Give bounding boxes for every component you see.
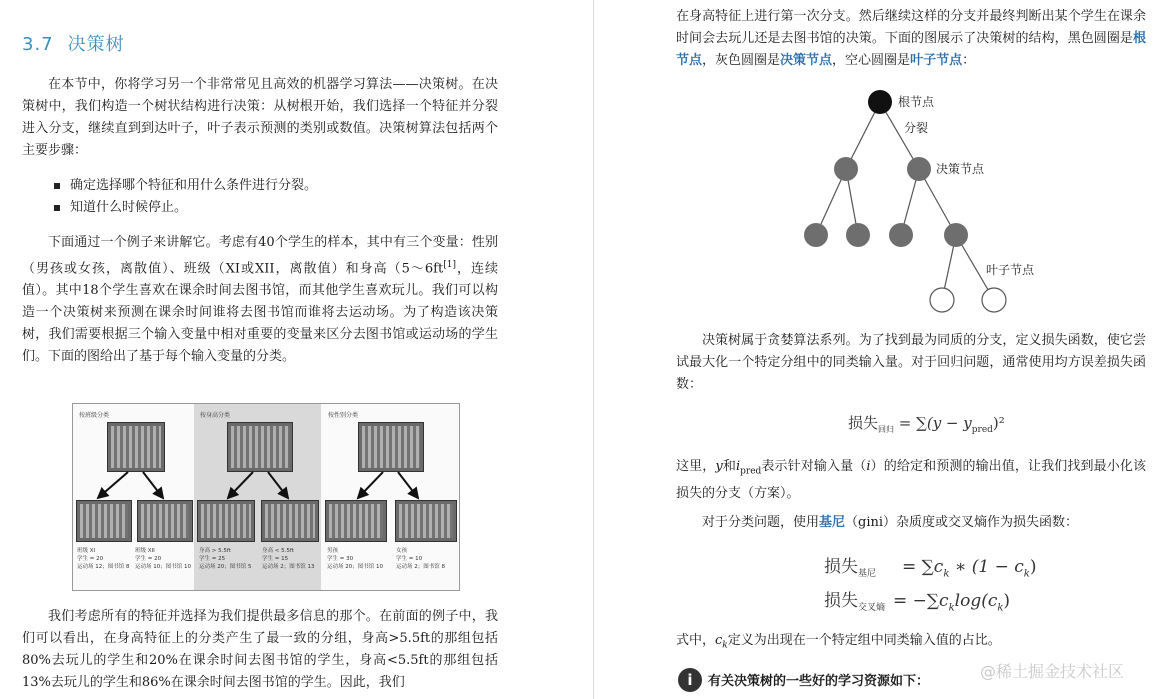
steps-list bbox=[54, 175, 317, 219]
leaf-node bbox=[982, 288, 1006, 312]
decision-node bbox=[846, 223, 870, 247]
decision-node-term: 决策节点 bbox=[780, 53, 833, 68]
gini-term: 基尼 bbox=[819, 515, 846, 530]
leaf-label: 身高 > 5.5ft 学生 = 25 运动场 20；图书馆 5 bbox=[199, 548, 252, 570]
leaf-node bbox=[930, 288, 954, 312]
leaf-label: 女孩 学生 = 10 运动场 2；图书馆 8 bbox=[396, 548, 445, 570]
student-group-image bbox=[261, 500, 319, 542]
leaf-node-term: 叶子节点 bbox=[910, 53, 963, 68]
page-divider bbox=[593, 0, 594, 699]
student-group-image bbox=[395, 500, 457, 542]
student-group-image bbox=[325, 500, 387, 542]
example-paragraph bbox=[22, 232, 498, 368]
resources-note: 有关决策树的一些好的学习资源如下： bbox=[708, 674, 930, 689]
panel-title: 按身高分类 bbox=[200, 412, 231, 419]
greedy-paragraph: 决策树属于贪婪算法系列。为了找到最为同质的分支，定义损失函数，使它尝试最大化一个特定分组中的同类输入量。对于回归问题，通常使用均方误差损失函数： bbox=[676, 333, 1146, 392]
panel-title: 按班级分类 bbox=[79, 412, 110, 419]
root-node-label: 根节点 bbox=[898, 95, 935, 109]
student-group-image bbox=[76, 500, 132, 542]
decision-node bbox=[944, 223, 968, 247]
classification-paragraph: 对于分类问题，使用基尼（gini）杂质度或交叉熵作为损失函数： bbox=[702, 515, 1079, 530]
section-number: 3.7 bbox=[22, 34, 54, 55]
student-group-image bbox=[137, 500, 193, 542]
intro-paragraph: 在本节中，你将学习另一个非常常见且高效的机器学习算法——决策树。在决策树中，我们构造一个树状结构进行决策：从树根开始，我们选择一个特征并分裂进入分支，继续直到到达叶子，叶子表示预测的类别或数值。决策树算法包括两个主要步骤： bbox=[22, 77, 498, 158]
split-label: 分裂 bbox=[904, 121, 929, 135]
example-text-1: 下面通过一个例子来讲解它。考虑有40个学生的样本，其中有三个变量：性别（男孩或女孩，离散值）、班级（XI或XII，离散值）和身高（5～6ft bbox=[22, 235, 498, 277]
panel-title: 按性别分类 bbox=[328, 412, 359, 419]
leaf-label: 男孩 学生 = 30 运动场 20；图书馆 10 bbox=[327, 548, 383, 570]
where-paragraph: 这里，y和$i_{pred}$表示针对输入量（i）的给定和预测的输出值，让我们找到最小化该损失的分支（方案）。 bbox=[676, 459, 1146, 501]
student-group-image bbox=[197, 500, 255, 542]
cross-entropy-loss-formula: 损失$_{交叉熵} = -\sum c_k\log(c_k)$ bbox=[824, 591, 1011, 614]
decision-node bbox=[889, 223, 913, 247]
step-item: 知道什么时候停止。 bbox=[54, 197, 317, 219]
gini-loss-formula: 损失$_{基尼} = \sum c_k$ ∗ $(1 - c_k)$ bbox=[824, 557, 1037, 580]
decision-tree-diagram bbox=[786, 82, 1066, 322]
decision-node bbox=[907, 157, 931, 181]
right-page bbox=[596, 0, 1162, 699]
leaf-node-label: 叶子节点 bbox=[986, 263, 1035, 277]
section-heading bbox=[22, 30, 139, 56]
info-icon: i bbox=[678, 668, 702, 692]
leaf-label: 班级 XI 学生 = 20 运动场 12；图书馆 8 bbox=[77, 548, 130, 570]
ck-definition: 式中，$c_k$定义为出现在一个特定组中同类输入值的占比。 bbox=[676, 633, 1001, 651]
mse-loss-formula: 损失$_{回归} = \sum(y - y_{pred})^2$ bbox=[848, 414, 1005, 435]
example-text-2: ，连续值）。其中18个学生喜欢在课余时间去图书馆，而其他学生喜欢玩儿。我们可以构造一个决策树来预测在课余时间谁将去图书馆而谁将去运动场。为了构造该决策树，我们需要根据三个输入变量中相对重要的变量来区分去图书馆或运动场的学生们。下面的图给出了基于每个输入变量的分类。 bbox=[22, 261, 498, 365]
root-node bbox=[868, 90, 892, 114]
step-item: 确定选择哪个特征和用什么条件进行分裂。 bbox=[54, 175, 317, 197]
split-comparison-figure bbox=[72, 403, 460, 591]
watermark: @稀土掘金技术社区 bbox=[980, 662, 1125, 681]
leaf-label: 身高 < 5.5ft 学生 = 15 运动场 2；图书馆 13 bbox=[262, 548, 315, 570]
decision-node-label: 决策节点 bbox=[936, 162, 985, 176]
footnote-ref[interactable]: [1] bbox=[443, 260, 456, 270]
tree-intro-paragraph: 在身高特征上进行第一次分支。然后继续这样的分支并最终判断出某个学生在课余时间会去玩儿还是去图书馆的决策。下面的图展示了决策树的结构，黑色圆圈是根节点，灰色圆圈是决策节点，空心圆圈是叶子节点： bbox=[676, 9, 1146, 68]
decision-node bbox=[834, 157, 858, 181]
section-title: 决策树 bbox=[67, 34, 125, 55]
conclusion-paragraph: 我们考虑所有的特征并选择为我们提供最多信息的那个。在前面的例子中，我们可以看出，在身高特征上的分类产生了最一致的分组，身高>5.5ft的那组包括80%去玩儿的学生和20%在课余时间去图书馆的学生，身高<5.5ft的那组包括13%去玩儿的学生和86%在课余时间去图书馆的学生。因此，我们 bbox=[22, 609, 498, 690]
root-node-term: 根节点 bbox=[676, 31, 1146, 68]
leaf-label: 班级 XII 学生 = 20 运动场 10；图书馆 10 bbox=[135, 548, 191, 570]
decision-node bbox=[804, 223, 828, 247]
